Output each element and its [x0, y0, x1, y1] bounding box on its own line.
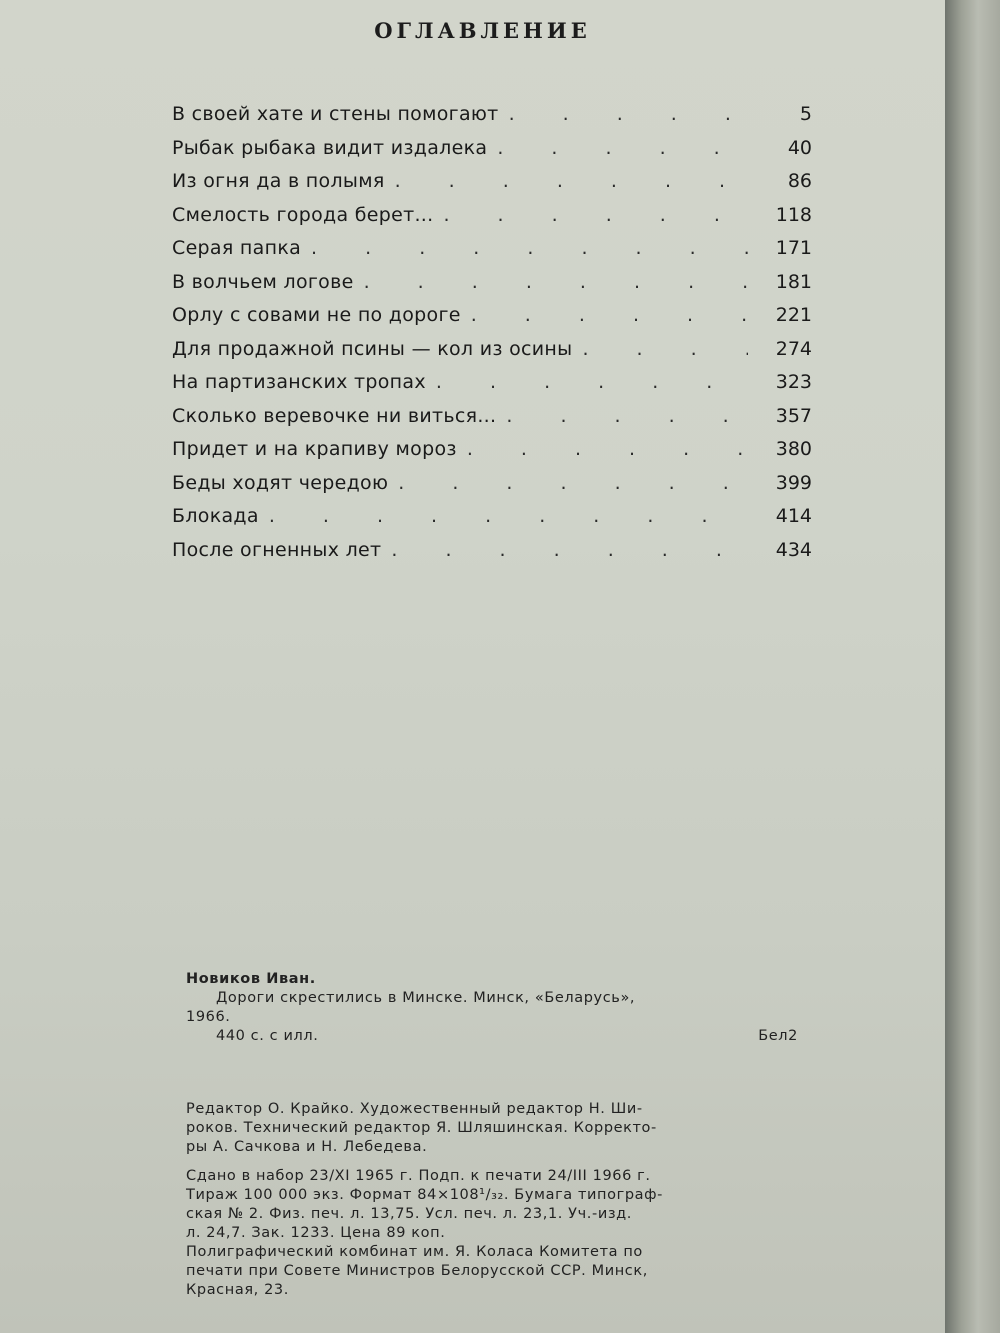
toc-entry-title: На партизанских тропах	[172, 371, 426, 393]
leader-dots	[381, 534, 748, 567]
toc-entry	[172, 232, 812, 266]
toc-entry	[172, 500, 812, 534]
toc-entry-title: Из огня да в полымя	[172, 170, 385, 192]
toc-entry-page: 181	[775, 270, 812, 293]
toc-entry-page: 221	[775, 304, 812, 326]
leader-dots	[433, 199, 748, 232]
toc-entry-page: 434	[775, 538, 812, 561]
bibliographic-record	[186, 970, 806, 1046]
toc-entry-title: Сколько веревочке ни виться...	[172, 404, 497, 427]
toc-entry-page: 414	[775, 505, 812, 527]
toc-entry-page: 399	[775, 471, 812, 494]
credits-printing-line: л. 24,7. Зак. 1233. Цена 89 коп.	[186, 1225, 446, 1241]
toc-entry	[172, 534, 812, 568]
leader-dots	[354, 266, 748, 299]
credits-printing-line: ская № 2. Физ. печ. л. 13,75. Усл. печ. л. 23,1. Уч.-изд.	[186, 1206, 632, 1222]
toc-entry-page: 40	[787, 136, 812, 159]
credits-printer-line: Красная, 23.	[186, 1282, 289, 1298]
toc-entry	[172, 366, 812, 400]
bibliography-classification: Бел2	[758, 1028, 798, 1044]
book-spine-edge	[945, 0, 1000, 1333]
toc-heading: ОГЛАВЛЕНИЕ	[374, 18, 591, 43]
toc-entry-title: В волчьем логове	[172, 270, 354, 293]
leader-dots	[487, 132, 748, 165]
toc-entry-title: Придет и на крапиву мороз	[172, 438, 457, 460]
toc-entry	[172, 165, 812, 199]
credits-editors-line: роков. Технический редактор Я. Шляшинская. Корректо-	[186, 1120, 657, 1136]
leader-dots	[499, 98, 748, 131]
leader-dots	[496, 400, 748, 433]
leader-dots	[388, 467, 748, 500]
credits-editors-line: Редактор О. Крайко. Художественный редактор Н. Ши-	[186, 1101, 643, 1117]
table-of-contents	[172, 98, 812, 567]
bibliography-year: 1966.	[186, 1009, 231, 1025]
toc-entry-page: 380	[775, 438, 812, 460]
toc-entry-title: Орлу с совами не по дороге	[172, 304, 461, 326]
toc-entry-title: Беды ходят чередою	[172, 471, 389, 494]
toc-entry	[172, 266, 812, 300]
leader-dots	[461, 299, 748, 332]
toc-entry-page: 357	[775, 404, 812, 427]
toc-entry	[172, 333, 812, 367]
credits-printer-line: Полиграфический комбинат им. Я. Коласа Комитета по	[186, 1244, 643, 1260]
credits-editors-line: ры А. Сачкова и Н. Лебедева.	[186, 1139, 428, 1155]
toc-entry-page: 118	[775, 203, 812, 226]
toc-entry-page: 171	[775, 237, 812, 259]
toc-entry-title: В своей хате и стены помогают	[172, 103, 499, 125]
toc-entry	[172, 199, 812, 233]
leader-dots	[259, 500, 748, 533]
toc-entry-page: 274	[775, 337, 812, 360]
toc-entry	[172, 98, 812, 132]
toc-entry-title: Серая папка	[172, 237, 302, 259]
toc-entry-page: 5	[799, 103, 812, 125]
toc-entry-page: 323	[775, 371, 812, 393]
toc-entry	[172, 467, 812, 501]
toc-entry-title: Блокада	[172, 505, 259, 527]
leader-dots	[301, 232, 748, 265]
toc-entry-title: Рыбак рыбака видит издалека	[172, 136, 488, 159]
bibliography-author: Новиков Иван.	[186, 971, 316, 987]
bibliography-title-line: Дороги скрестились в Минске. Минск, «Беларусь»,	[216, 990, 636, 1006]
toc-entry	[172, 433, 812, 467]
toc-entry	[172, 400, 812, 434]
toc-entry-title: Для продажной псины — кол из осины	[172, 337, 573, 360]
toc-entry-title: Смелость города берет...	[172, 203, 434, 226]
leader-dots	[572, 333, 748, 366]
toc-entry-page: 86	[787, 170, 812, 192]
credits-printing-line: Тираж 100 000 экз. Формат 84×108¹/₃₂. Бумага типограф-	[186, 1187, 663, 1203]
leader-dots	[457, 433, 748, 466]
toc-entry	[172, 132, 812, 166]
toc-entry	[172, 299, 812, 333]
spacer	[186, 1157, 806, 1167]
bibliography-pages-line	[186, 1027, 806, 1046]
toc-entry-title: После огненных лет	[172, 538, 382, 561]
imprint-credits	[186, 1100, 806, 1300]
bibliography-pages: 440 с. с илл.	[216, 1028, 319, 1044]
leader-dots	[385, 165, 748, 198]
credits-printing-line: Сдано в набор 23/XI 1965 г. Подп. к печати 24/III 1966 г.	[186, 1168, 651, 1184]
leader-dots	[426, 366, 748, 399]
credits-printer-line: печати при Совете Министров Белорусской ССР. Минск,	[186, 1263, 648, 1279]
